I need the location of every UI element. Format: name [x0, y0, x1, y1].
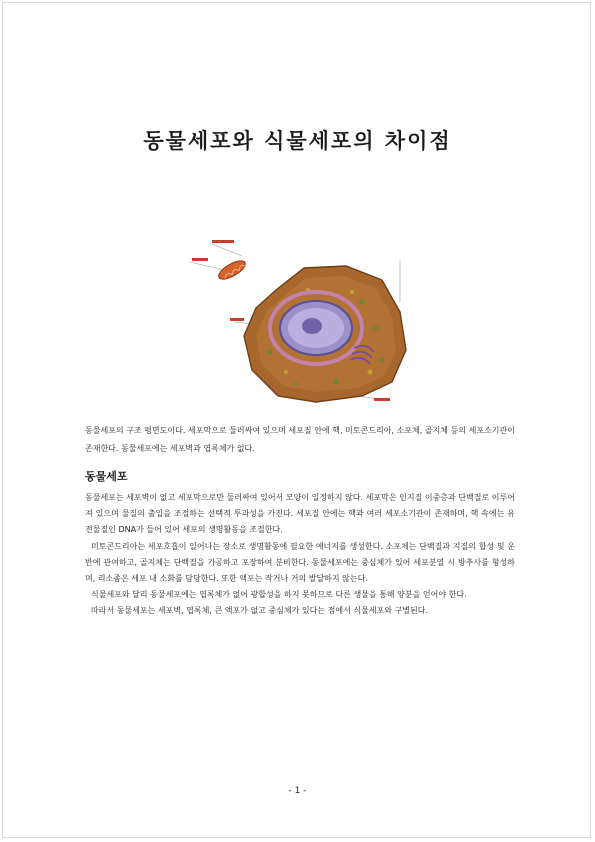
document-title: 동물세포와 식물세포의 차이점 — [143, 129, 452, 153]
animal-cell-figure — [186, 232, 420, 410]
nucleolus-shape — [302, 318, 322, 334]
label-marker — [230, 318, 244, 321]
label-marker — [192, 258, 208, 261]
label-line — [212, 244, 242, 256]
paragraph: 따라서 동물세포는 세포벽, 엽록체, 큰 액포가 없고 중심체가 있다는 점에서 식물세포와 구별된다. — [91, 606, 428, 616]
label-marker — [374, 398, 390, 401]
paragraph: 미토콘드리아는 세포호흡이 일어나는 장소로 생명활동에 필요한 에너지를 생성한다. 소포체는 단백질과 지질의 합성 및 운반에 관여하고, 골지체는 단백질을 가공하고 포장하여 분비한다. 동물세포에는 중심체가 있어 세포분열 시 방추사를 형성하며, 리소좀은 세포 내 소화를 담당한다. 또한 액포는 작거나 거의 발달하지 않는다. — [85, 541, 515, 584]
paragraph: 동물세포는 세포벽이 없고 세포막으로만 둘러싸여 있어서 모양이 일정하지 않다. 세포막은 인지질 이중층과 단백질로 이루어져 있으며 물질의 출입을 조절하는 선택적 투과성을 가진다. 세포질 안에는 핵과 여러 세포소기관이 존재하며, 핵 속에는 유전물질인 DNA가 들어 있어 세포의 생명활동을 조절한다. — [85, 493, 515, 535]
paragraph: 식물세포와 달리 동물세포에는 엽록체가 없어 광합성을 하지 못하므로 다른 생물을 통해 양분을 얻어야 한다. — [91, 590, 467, 600]
animal-cell-illustration — [186, 232, 420, 410]
label-line — [190, 262, 224, 270]
mitochondrion-shape — [216, 257, 248, 282]
figure-caption: 동물세포의 구조 평면도이다. 세포막으로 둘러싸여 있으며 세포질 안에 핵, 미토콘드리아, 소포체, 골지체 등의 세포소기관이 존재한다. 동물세포에는 세포벽과 엽록체가 없다. — [85, 426, 515, 453]
page-number: - 1 - — [288, 786, 307, 796]
section-heading: 동물세포 — [85, 470, 128, 483]
label-marker — [212, 240, 234, 243]
body-text — [85, 490, 515, 620]
